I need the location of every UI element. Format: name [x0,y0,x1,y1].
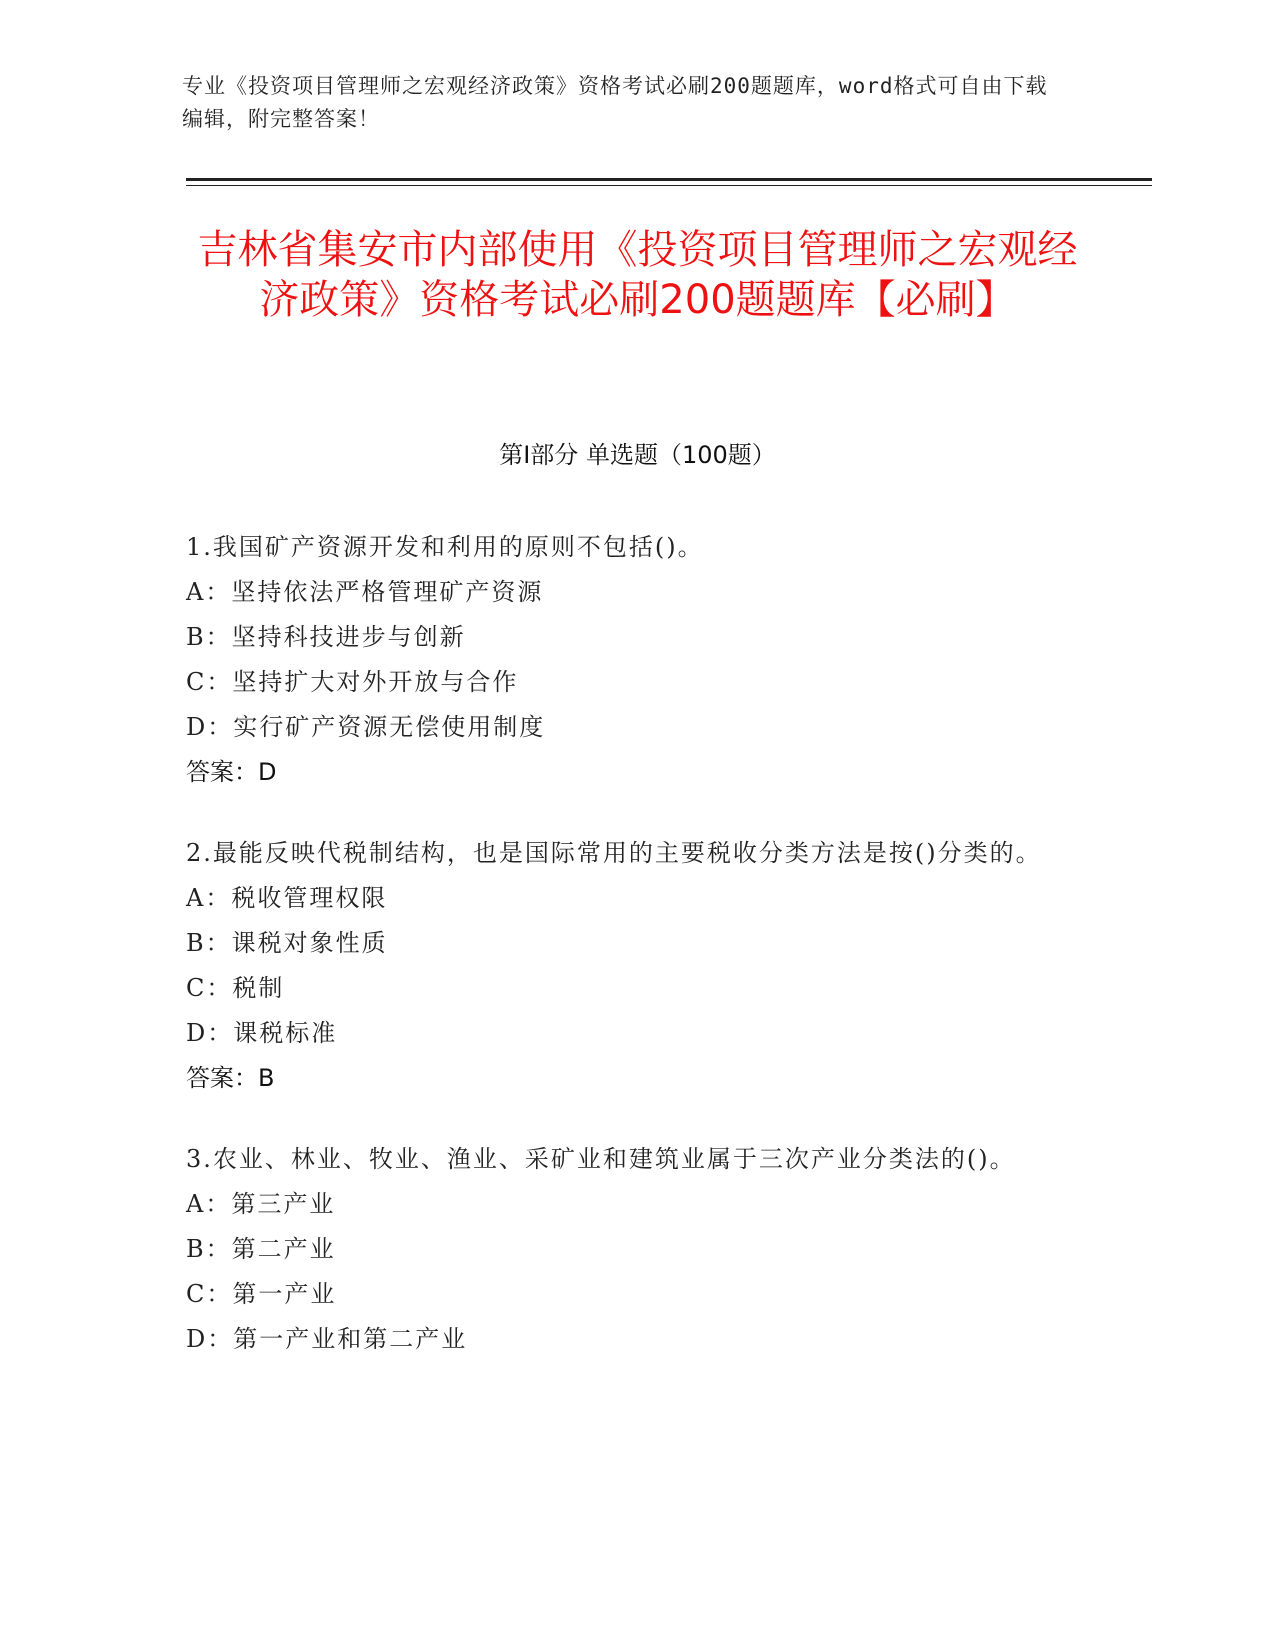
option-d: D：课税标准 [186,1019,338,1047]
option-c: C：第一产业 [186,1280,337,1308]
question-stem: 3.农业、林业、牧业、渔业、采矿业和建筑业属于三次产业分类法的()。 [186,1145,1016,1173]
question-list [186,525,1066,1398]
option-d: D：实行矿产资源无偿使用制度 [186,713,546,741]
option-a: A：坚持依法严格管理矿产资源 [186,578,544,606]
question-1 [186,525,1066,795]
question-2 [186,831,1066,1101]
answer: 答案：B [186,1064,275,1092]
option-d: D：第一产业和第二产业 [186,1325,468,1353]
question-stem: 2.最能反映代税制结构，也是国际常用的主要税收分类方法是按()分类的。 [186,839,1042,867]
option-a: A：税收管理权限 [186,884,388,912]
answer: 答案：D [186,758,277,786]
option-a: A：第三产业 [186,1190,336,1218]
header-rule-thick [186,178,1152,181]
option-c: C：税制 [186,974,285,1002]
header-note: 专业《投资项目管理师之宏观经济政策》资格考试必刷200题题库，word格式可自由下载编辑，附完整答案！ [182,74,1048,131]
document-title: 吉林省集安市内部使用《投资项目管理师之宏观经济政策》资格考试必刷200题题库【必刷】 [197,227,1078,323]
section-heading: 第I部分 单选题（100题） [499,441,776,469]
option-c: C：坚持扩大对外开放与合作 [186,668,519,696]
option-b: B：坚持科技进步与创新 [186,623,466,651]
header-rule-thin [186,185,1152,186]
option-b: B：课税对象性质 [186,929,388,957]
question-3 [186,1137,1066,1362]
option-b: B：第二产业 [186,1235,336,1263]
question-stem: 1.我国矿产资源开发和利用的原则不包括()。 [186,533,704,561]
